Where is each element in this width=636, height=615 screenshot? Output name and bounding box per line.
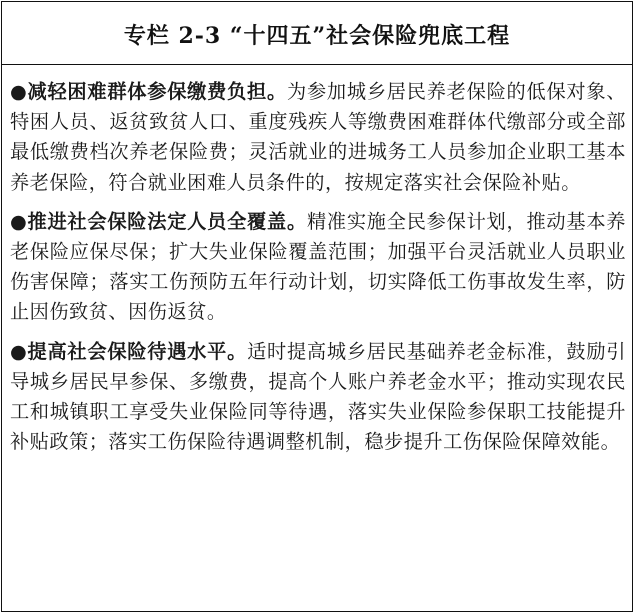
item-text: 为参加城乡居民养老保险的低保对象、特困人员、返贫致贫人口、重度残疾人等缴费困难群体代缴部分或全部最低缴费档次养老保险费；灵活就业的进城务工人员参加企业职工基本养老保险，符合就业困难人员条件的，按规定落实社会保险补贴。 (10, 80, 627, 194)
column-title: 专栏 2-3 “十四五”社会保险兜底工程 (2, 2, 632, 65)
item-text: 适时提高城乡居民基础养老金标准，鼓励引导城乡居民早参保、多缴费，提高个人账户养老金水平；推动实现农民工和城镇职工享受失业保险同等待遇，落实失业保险参保职工技能提升补贴政策；落实工伤保险待遇调整机制，稳步提升工伤保险保障效能。 (10, 339, 626, 454)
bullet-icon: ● (10, 339, 28, 363)
bullet-icon: ● (10, 209, 28, 233)
bullet-icon: ● (10, 80, 28, 103)
column-box (1, 1, 633, 612)
list-item (10, 207, 626, 328)
list-item (10, 77, 626, 198)
item-heading: 推进社会保险法定人员全覆盖。 (27, 209, 307, 233)
column-content (2, 65, 632, 457)
item-text: 精准实施全民参保计划，推动基本养老保险应保尽保；扩大失业保险覆盖范围；加强平台灵活就业人员职业伤害保障；落实工伤预防五年行动计划，切实降低工伤事故发生率，防止因伤致贫、因伤返贫。 (10, 209, 626, 324)
item-heading: 减轻困难群体参保缴费负担。 (27, 80, 287, 103)
list-item (10, 337, 626, 458)
item-heading: 提高社会保险待遇水平。 (27, 339, 248, 363)
